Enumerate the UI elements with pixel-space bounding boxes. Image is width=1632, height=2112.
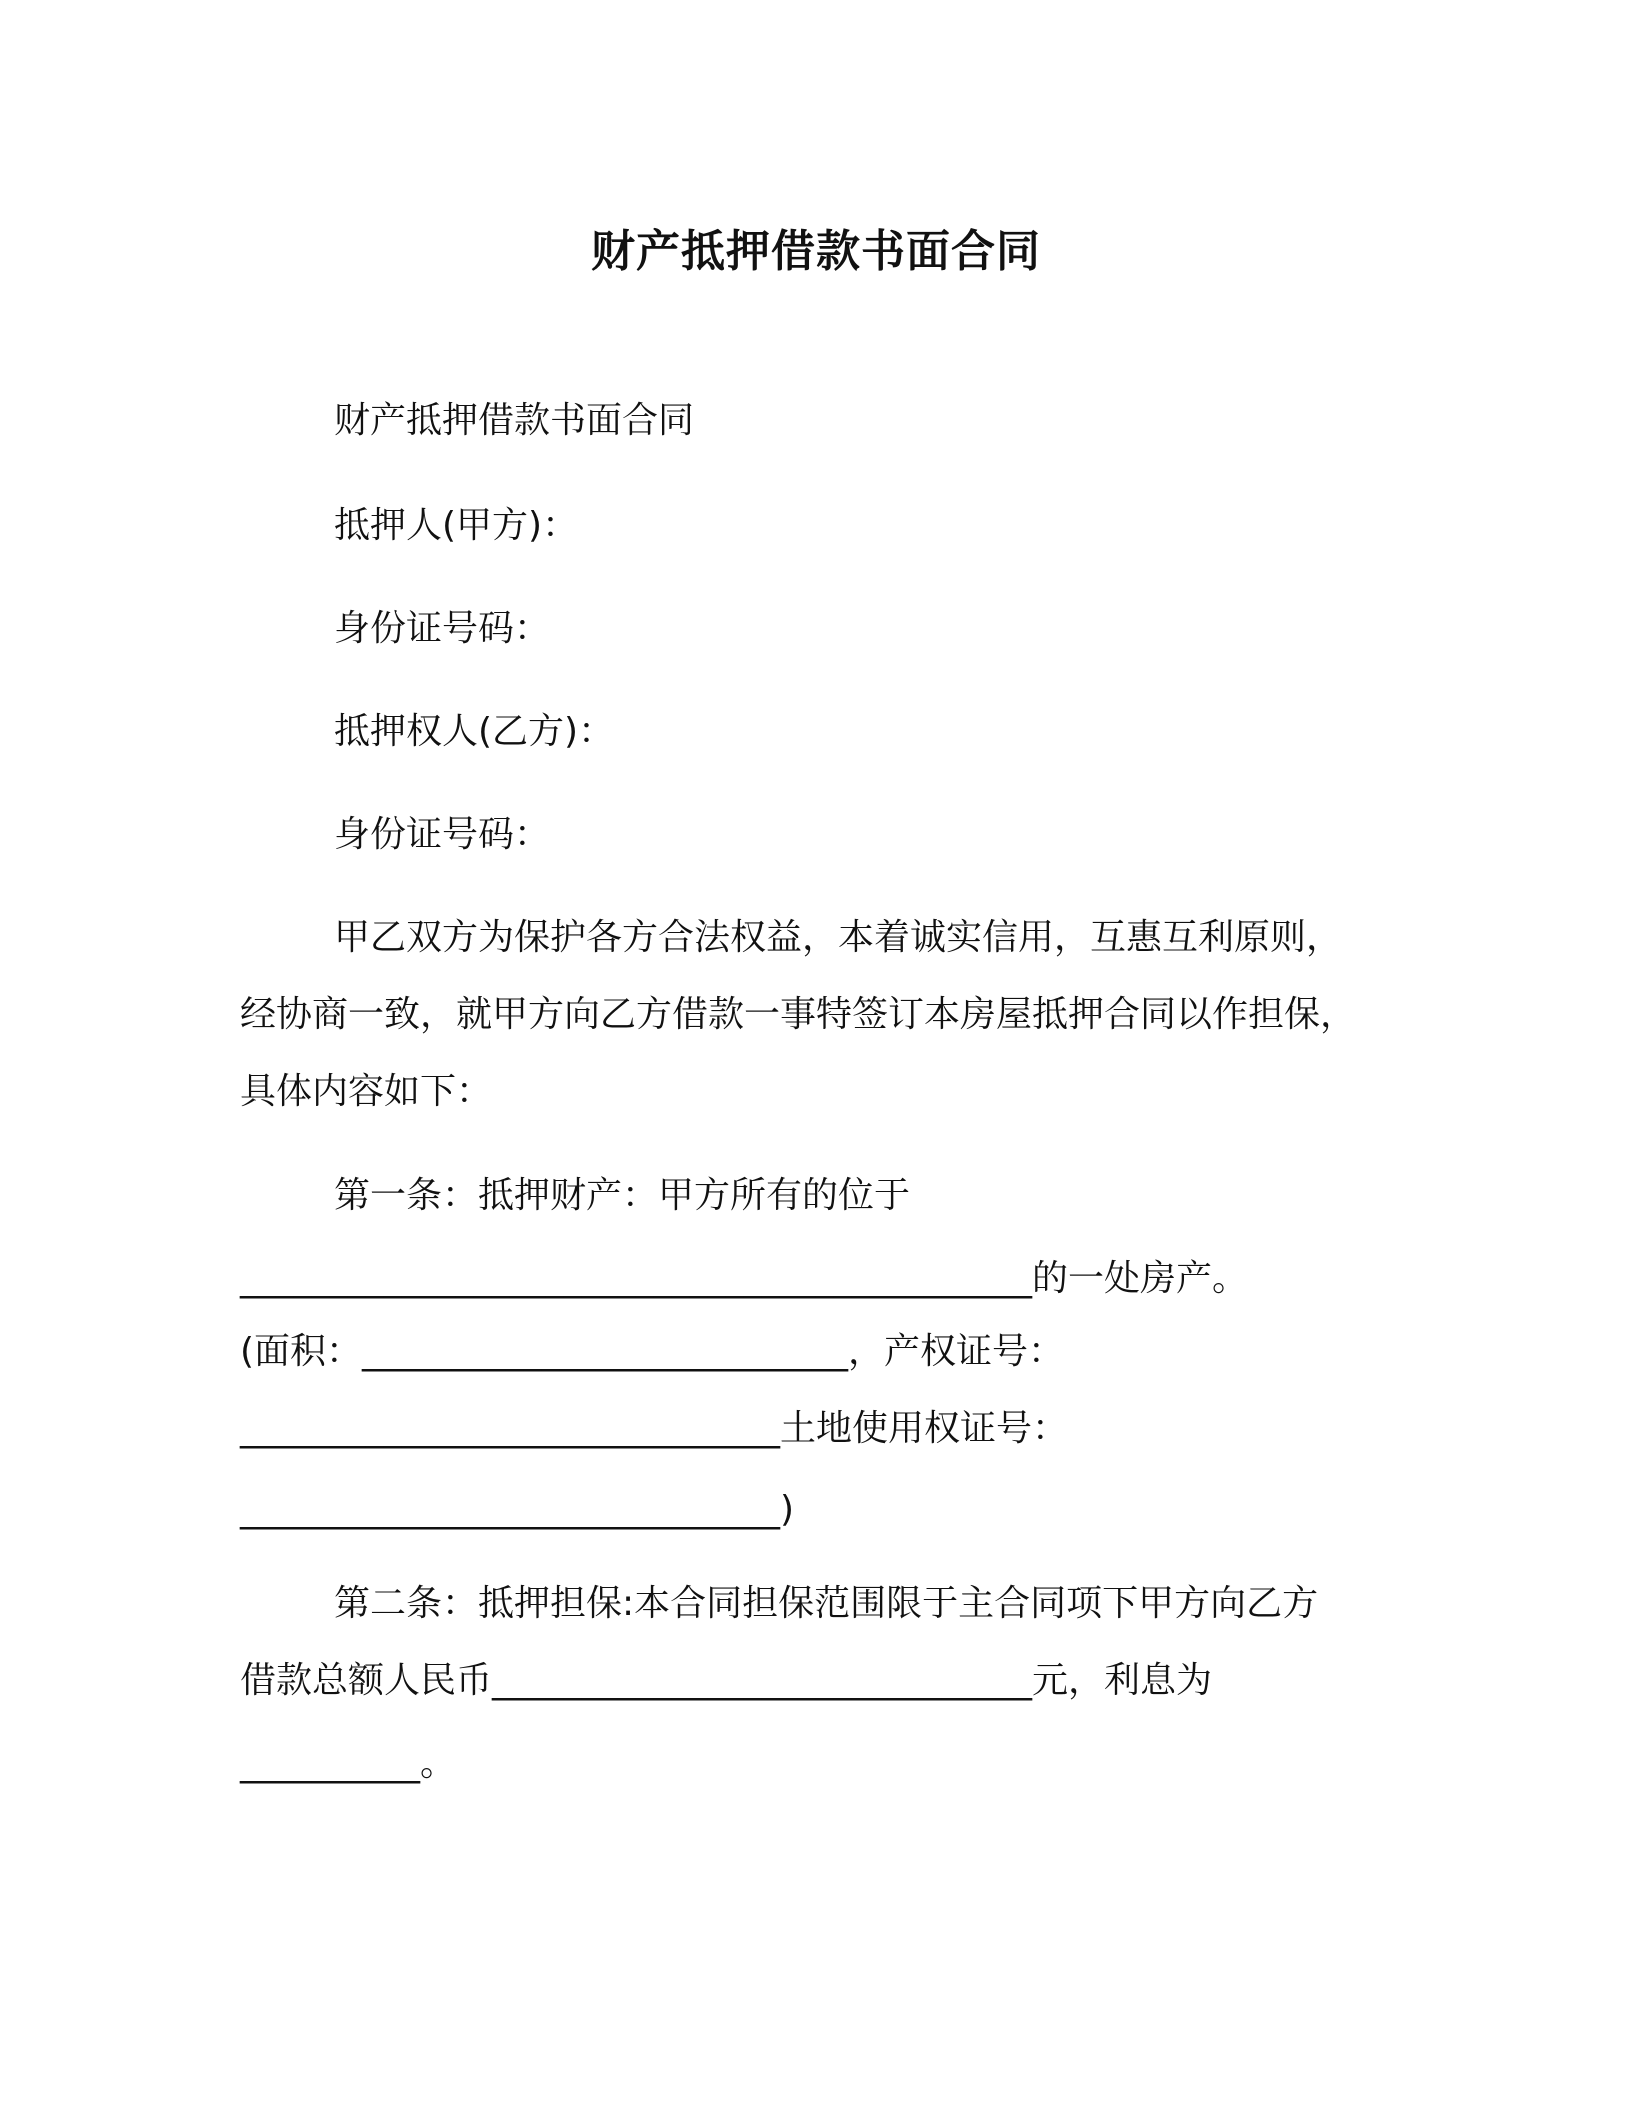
mortgagee-id-label: 身份证号码：: [334, 814, 551, 855]
mortgagee-label: 抵押权人(乙方)：: [334, 711, 615, 752]
article-2-line-1: 第二条：抵押担保:本合同担保范围限于主合同项下甲方向乙方: [334, 1583, 1319, 1624]
document-title: 财产抵押借款书面合同: [591, 226, 1041, 277]
article-1-line-2: ____________________________________________的一处房产。: [240, 1258, 1249, 1299]
preamble-line-1: 甲乙双方为保护各方合法权益，本着诚实信用，互惠互利原则，: [334, 917, 1343, 958]
mortgagor-id-label: 身份证号码：: [334, 608, 551, 649]
mortgagor-label: 抵押人(甲方)：: [334, 505, 579, 546]
article-1-line-5: ______________________________): [240, 1489, 795, 1530]
article-1-line-1: 第一条：抵押财产：甲方所有的位于: [334, 1175, 911, 1216]
subtitle-line: 财产抵押借款书面合同: [334, 400, 695, 441]
article-1-line-3: (面积：___________________________，产权证号：: [240, 1331, 1065, 1372]
article-2-line-2: 借款总额人民币______________________________元，利息为: [240, 1660, 1213, 1701]
article-2-line-3: __________。: [240, 1743, 457, 1784]
article-1-line-4: ______________________________土地使用权证号：: [240, 1408, 1069, 1449]
preamble-line-2: 经协商一致，就甲方向乙方借款一事特签订本房屋抵押合同以作担保，: [240, 994, 1357, 1035]
preamble-line-3: 具体内容如下：: [240, 1071, 493, 1112]
